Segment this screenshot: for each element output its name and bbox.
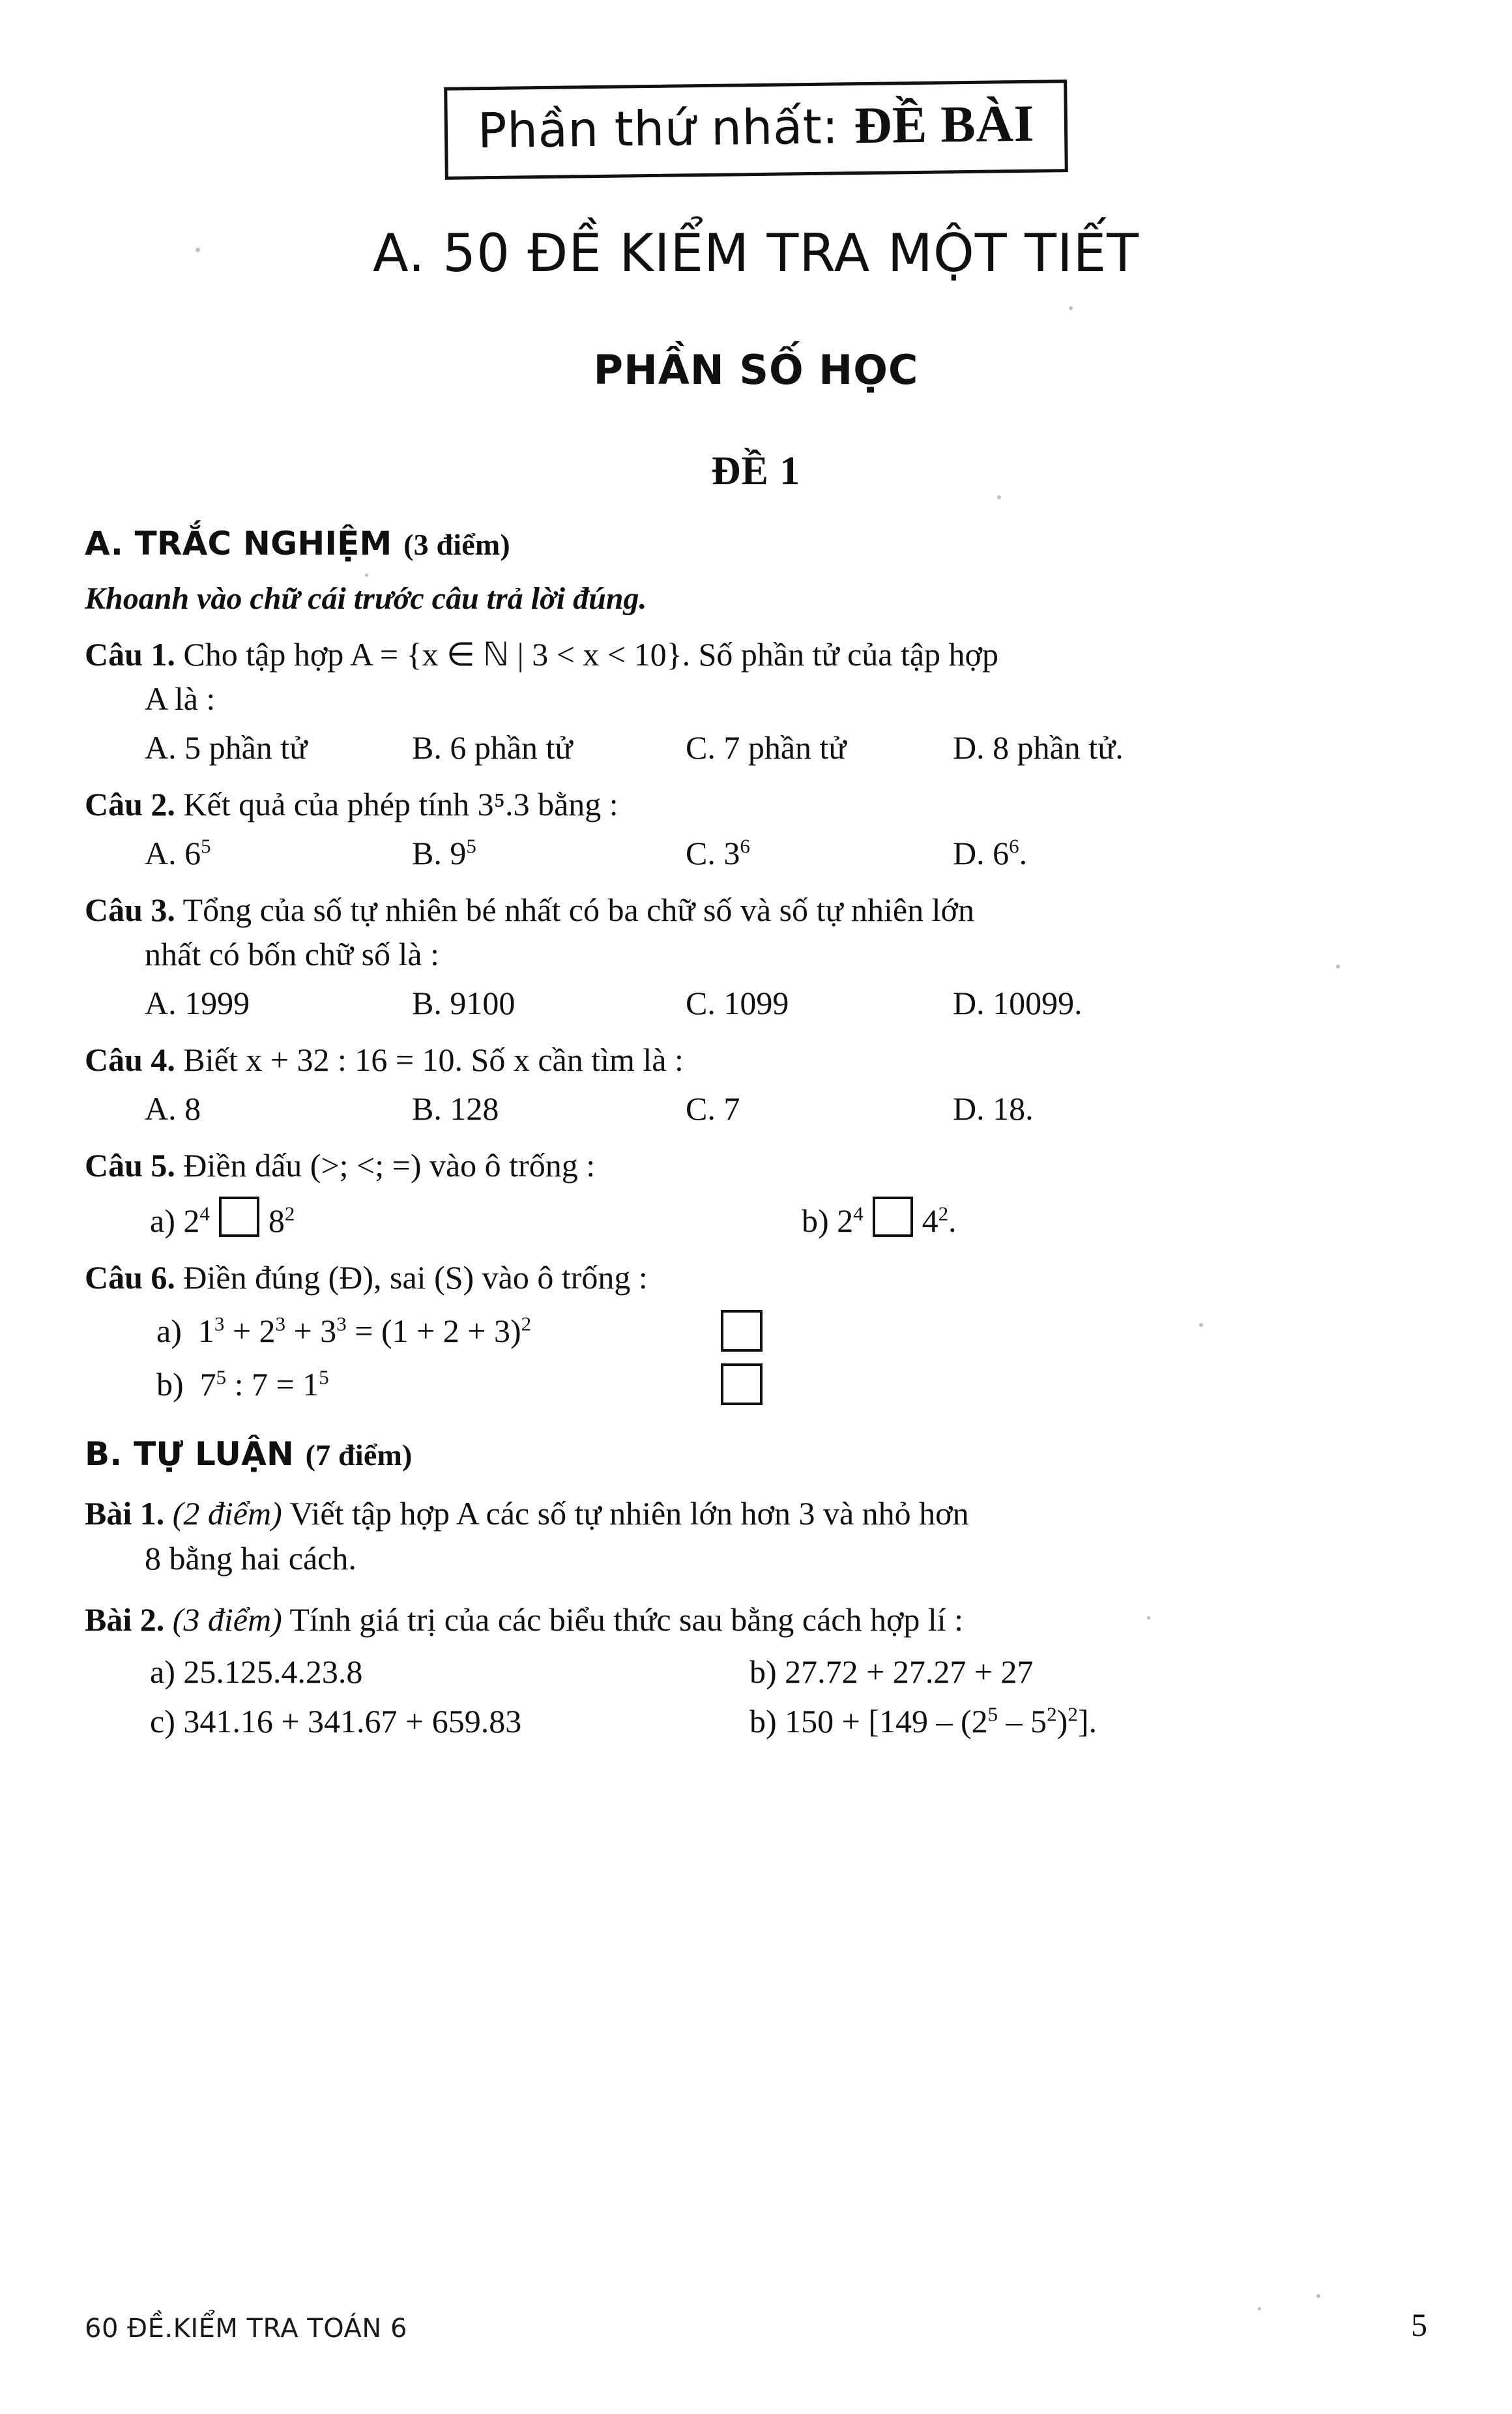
part-title: PHẦN SỐ HỌC [593, 346, 919, 394]
exercise-1 [85, 1492, 1427, 1535]
question-3-text: Tổng của số tự nhiên bé nhất có ba chữ số và số tự nhiên lớn [182, 892, 974, 928]
title-box-wrapper [85, 83, 1427, 176]
question-1-option-a[interactable]: A. 5 phần tử [145, 729, 308, 766]
question-2 [85, 783, 1427, 825]
question-2-option-b[interactable]: B. $9^5$ [412, 834, 476, 871]
question-5-sub-a-left: a) $2^4$ [150, 1202, 210, 1239]
exercise-2-points: (3 điểm) [172, 1601, 282, 1638]
question-4-option-a[interactable]: A. 8 [145, 1090, 201, 1127]
boxed-title [444, 80, 1068, 180]
question-6-sub-a [85, 1310, 1427, 1352]
question-5-subitems [85, 1197, 1427, 1240]
boxed-title-text [477, 95, 1035, 160]
exercise-2-row-1 [85, 1653, 1427, 1691]
question-6-text: Điền đúng (Đ), sai (S) vào ô trống : [183, 1259, 648, 1296]
question-2-label: Câu 2. [85, 786, 175, 822]
page-content [85, 0, 1427, 1740]
boxed-title-plain: Phần thứ nhất: [477, 98, 839, 160]
question-6-sub-b [85, 1363, 1427, 1405]
exercise-2-item-c: c) 341.16 + 341.67 + 659.83 [150, 1703, 522, 1739]
exercise-1-text: Viết tập hợp A các số tự nhiên lớn hơn 3 và nhỏ hơn [289, 1495, 969, 1532]
question-5-label: Câu 5. [85, 1147, 175, 1184]
question-3-options [85, 984, 1427, 1022]
answer-box-5a[interactable] [219, 1197, 259, 1237]
question-5-sub-b-left: b) $2^4$ [802, 1202, 864, 1239]
question-4-option-c[interactable]: C. 7 [686, 1090, 740, 1127]
exercise-2-item-b: b) 27.72 + 27.27 + 27 [749, 1653, 1034, 1690]
exercise-1-label: Bài 1. [85, 1495, 165, 1532]
answer-box-6a[interactable] [721, 1310, 763, 1352]
question-1-option-d[interactable]: D. 8 phần tử. [953, 729, 1124, 766]
question-4 [85, 1039, 1427, 1081]
question-2-option-a[interactable]: A. $6^5$ [145, 834, 211, 871]
question-4-option-d[interactable]: D. 18. [953, 1090, 1034, 1127]
page-number: 5 [1411, 2306, 1427, 2343]
question-1-text: Cho tập hợp A = {x ∈ ℕ | 3 < x < 10}. Số phần tử của tập hợp [183, 636, 998, 673]
exercise-2-item-d: b) $150 + [149 - (2^5 - 5^2)^2]$. [749, 1702, 1097, 1739]
part-b-heading-main: B. TỰ LUẬN [85, 1435, 295, 1473]
question-2-option-c[interactable]: C. $3^6$ [686, 834, 750, 871]
part-a-points: (3 điểm) [403, 528, 510, 561]
question-2-options [85, 834, 1427, 872]
footer-book-title: 60 ĐỀ.KIỂM TRA TOÁN 6 [85, 2314, 407, 2344]
question-5-sub-a [150, 1197, 802, 1240]
question-3-option-c[interactable]: C. 1099 [686, 985, 789, 1021]
question-5-sub-a-right: $8^2$ [268, 1202, 295, 1239]
question-5-text: Điền dấu (>; <; =) vào ô trống : [183, 1147, 596, 1184]
scan-speck [1316, 2294, 1320, 2298]
question-6-sub-a-expr: a) $1^3 + 2^3 + 3^3 = (1 + 2 + 3)^2$ [156, 1312, 532, 1349]
answer-box-5b[interactable] [873, 1197, 913, 1237]
question-3 [85, 889, 1427, 931]
question-1-options [85, 729, 1427, 766]
question-6-label: Câu 6. [85, 1259, 175, 1296]
question-1-label: Câu 1. [85, 636, 175, 673]
question-2-option-d[interactable]: D. $6^6$. [953, 834, 1028, 871]
question-3-option-a[interactable]: A. 1999 [145, 985, 250, 1021]
question-1-option-c[interactable]: C. 7 phần tử [686, 729, 847, 766]
question-3-option-b[interactable]: B. 9100 [412, 985, 516, 1021]
page-footer [85, 2306, 1427, 2344]
question-5 [85, 1144, 1427, 1186]
question-2-text: Kết quả của phép tính 3⁵.3 bằng : [183, 786, 618, 822]
exercise-2 [85, 1599, 1427, 1641]
part-b-heading [85, 1435, 1427, 1473]
question-3-cont: nhất có bốn chữ số là : [145, 936, 440, 972]
part-a-heading-main: A. TRẮC NGHIỆM [85, 525, 392, 562]
question-6-sub-b-expr: b) $7^5$ : $7 = 1^5$ [156, 1365, 329, 1403]
question-6 [85, 1257, 1427, 1298]
question-3-label: Câu 3. [85, 892, 175, 928]
question-1-option-b[interactable]: B. 6 phần tử [412, 729, 573, 766]
question-4-option-b[interactable]: B. 128 [412, 1090, 499, 1127]
boxed-title-bold: ĐỀ BÀI [854, 95, 1035, 155]
question-5-sub-b [802, 1197, 957, 1240]
exercise-1-cont: 8 bằng hai cách. [145, 1540, 356, 1577]
answer-box-6b[interactable] [721, 1363, 763, 1405]
question-3-option-d[interactable]: D. 10099. [953, 985, 1083, 1021]
exercise-1-points: (2 điểm) [172, 1495, 282, 1532]
question-1 [85, 633, 1427, 675]
question-4-text: Biết x + 32 : 16 = 10. Số x cần tìm là : [183, 1041, 684, 1078]
exam-number-title: ĐỀ 1 [711, 449, 801, 493]
part-a-heading [85, 525, 1427, 562]
question-4-label: Câu 4. [85, 1041, 175, 1078]
part-b-points: (7 điểm) [305, 1438, 413, 1472]
exercise-2-item-a: a) 25.125.4.23.8 [150, 1653, 363, 1690]
exercise-2-label: Bài 2. [85, 1601, 165, 1638]
section-a-title: A. 50 ĐỀ KIỂM TRA MỘT TIẾT [373, 223, 1139, 284]
question-5-sub-b-right: $4^2$. [922, 1202, 957, 1239]
exercise-2-row-2 [85, 1702, 1427, 1740]
exercise-2-text: Tính giá trị của các biểu thức sau bằng cách hợp lí : [289, 1601, 964, 1638]
part-a-instruction: Khoanh vào chữ cái trước câu trả lời đúng. [85, 581, 647, 616]
question-1-cont: A là : [145, 680, 216, 717]
question-4-options [85, 1090, 1427, 1127]
